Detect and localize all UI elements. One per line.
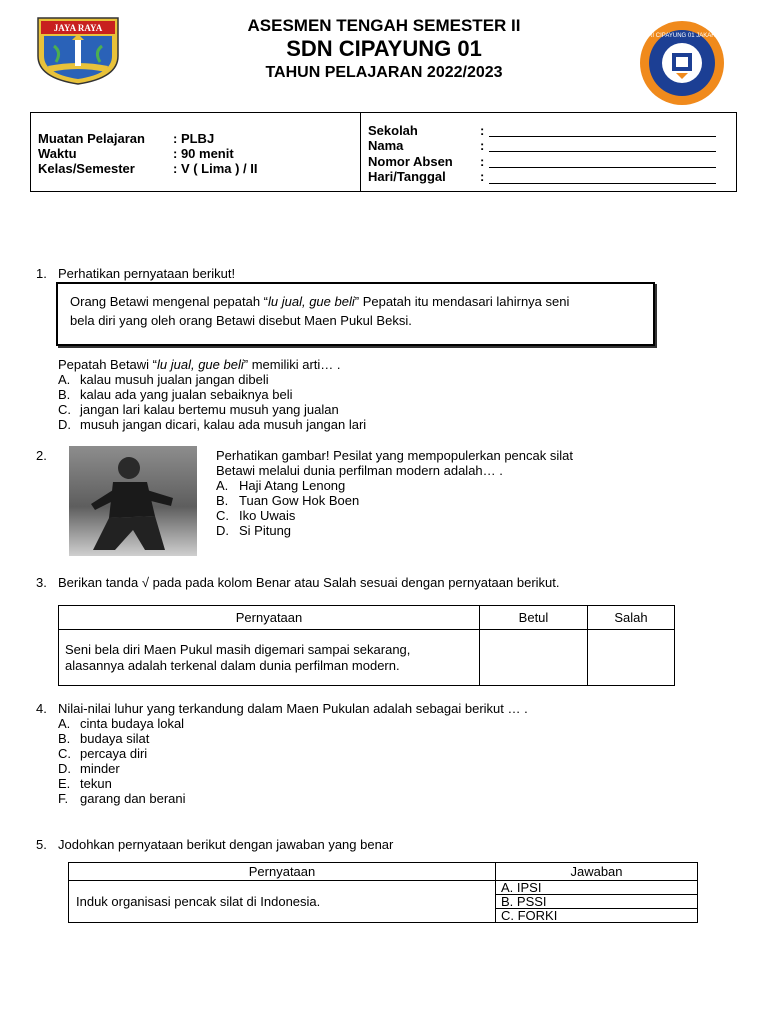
q5-answer-a[interactable]: A. IPSI: [496, 881, 698, 895]
logo-school-text: SD NEGERI CIPAYUNG 01 JAKARTA TIMUR: [621, 33, 743, 39]
q3-statement-cell: Seni bela diri Maen Pukul masih digemari sampai sekarang, alasannya adalah terkenal dalam dunia perfilman modern.: [59, 630, 480, 686]
info-name-label: Nama :: [368, 138, 485, 153]
table-row: [59, 630, 675, 686]
school-title: SDN CIPAYUNG 01: [286, 36, 482, 61]
q2-line2: Betawi melalui dunia perfilman modern adalah… .: [216, 463, 503, 478]
q3-header-true: Betul: [480, 606, 588, 630]
q1-option-a[interactable]: A. kalau musuh jualan jangan dibeli: [58, 372, 269, 387]
q3-text: Berikan tanda √ pada pada kolom Benar atau Salah sesuai dengan pernyataan berikut.: [58, 575, 560, 590]
q5-table: [68, 862, 698, 923]
q5-header-answer: Jawaban: [496, 863, 698, 881]
q5-answer-c[interactable]: C. FORKI: [496, 909, 698, 923]
q5-header-statement: Pernyataan: [69, 863, 496, 881]
info-absen-label: Nomor Absen :: [368, 154, 485, 169]
school-input-line[interactable]: [489, 136, 716, 137]
q2-line1: Perhatikan gambar! Pesilat yang mempopulerkan pencak silat: [216, 448, 573, 463]
q2-option-d[interactable]: D. Si Pitung: [216, 523, 292, 538]
q1-option-d[interactable]: D. musuh jangan dicari, kalau ada musuh jangan lari: [58, 417, 367, 432]
q5-answer-b[interactable]: B. PSSI: [496, 895, 698, 909]
q3-header-statement: Pernyataan: [59, 606, 480, 630]
silat-fighter-photo: [69, 446, 197, 556]
q1-box-line2: bela diri yang oleh orang Betawi disebut Maen Pukul Beksi.: [70, 313, 412, 328]
info-school-label: Sekolah :: [368, 123, 485, 138]
info-subject: Muatan Pelajaran : PLBJ: [38, 131, 215, 146]
info-date-label: Hari/Tanggal :: [368, 169, 485, 184]
q5-statement-cell: Induk organisasi pencak silat di Indonesia.: [69, 881, 496, 923]
q1-text: Perhatikan pernyataan berikut!: [58, 266, 236, 281]
q1-stem: Pepatah Betawi “lu jual, gue beli” memiliki arti… .: [58, 357, 341, 372]
q1-quote-box: [56, 282, 655, 346]
info-class: Kelas/Semester : V ( Lima ) / II: [38, 161, 258, 176]
fighter-figure: [69, 446, 197, 556]
q1-box-line1: Orang Betawi mengenal pepatah “lu jual, gue beli” Pepatah itu mendasari lahirnya seni: [70, 294, 570, 309]
q2-option-a[interactable]: A. Haji Atang Lenong: [216, 478, 346, 493]
info-box: [30, 112, 737, 192]
q2-option-b[interactable]: B. Tuan Gow Hok Boen: [216, 493, 360, 508]
q5-header-row: [69, 863, 698, 881]
q4-text: Nilai-nilai luhur yang terkandung dalam Maen Pukulan adalah sebagai berikut … .: [58, 701, 528, 716]
year-title: TAHUN PELAJARAN 2022/2023: [265, 64, 503, 81]
q3-number: 3.: [36, 575, 47, 590]
q1-number: 1.: [36, 266, 47, 281]
info-time: Waktu : 90 menit: [38, 146, 234, 161]
q4-option-a[interactable]: A. cinta budaya lokal: [58, 716, 185, 731]
q4-number: 4.: [36, 701, 47, 716]
q2-option-c[interactable]: C. Iko Uwais: [216, 508, 296, 523]
exam-title: ASESMEN TENGAH SEMESTER II: [247, 16, 521, 35]
q3-true-cell[interactable]: [480, 630, 588, 686]
q3-header-row: [59, 606, 675, 630]
table-row: [69, 881, 698, 895]
q4-option-f[interactable]: F. garang dan berani: [58, 791, 186, 806]
q2-number: 2.: [36, 448, 47, 463]
absen-input-line[interactable]: [489, 167, 716, 168]
q4-option-e[interactable]: E. tekun: [58, 776, 112, 791]
logo-text: JAYA RAYA: [53, 23, 103, 33]
info-divider: [360, 113, 361, 191]
q5-number: 5.: [36, 837, 47, 852]
q3-table: [58, 605, 675, 686]
date-input-line[interactable]: [489, 183, 716, 184]
q1-option-c[interactable]: C. jangan lari kalau bertemu musuh yang jualan: [58, 402, 339, 417]
q5-text: Jodohkan pernyataan berikut dengan jawaban yang benar: [58, 837, 394, 852]
name-input-line[interactable]: [489, 151, 716, 152]
q3-false-cell[interactable]: [588, 630, 675, 686]
q4-option-b[interactable]: B. budaya silat: [58, 731, 150, 746]
q3-header-false: Salah: [588, 606, 675, 630]
q4-option-d[interactable]: D. minder: [58, 761, 120, 776]
q1-option-b[interactable]: B. kalau ada yang jualan sebaiknya beli: [58, 387, 293, 402]
q4-option-c[interactable]: C. percaya diri: [58, 746, 148, 761]
